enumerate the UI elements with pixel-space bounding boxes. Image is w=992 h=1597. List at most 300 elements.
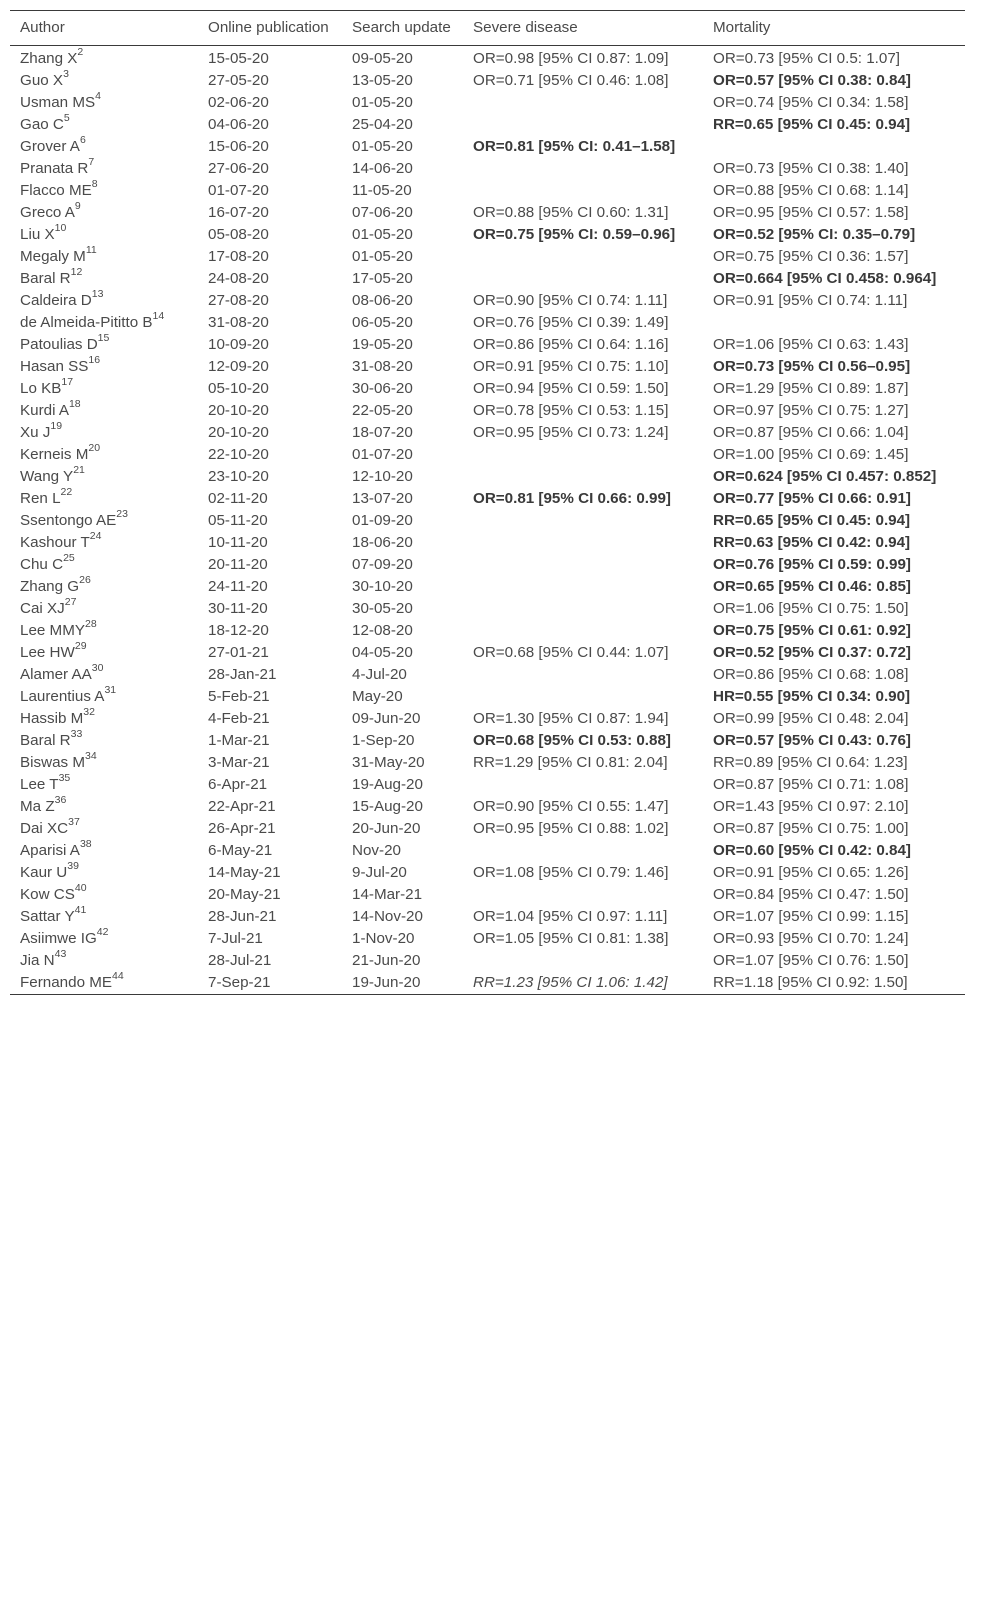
table-row (10, 268, 965, 290)
cell-mortality: OR=1.07 [95% CI 0.99: 1.15] (713, 907, 909, 925)
cell-online-publication: 04-06-20 (208, 115, 269, 133)
cell-search-update: 19-Jun-20 (352, 973, 421, 991)
cell-mortality: OR=0.87 [95% CI 0.71: 1.08] (713, 775, 909, 793)
table-row (10, 246, 965, 268)
cell-online-publication: 10-09-20 (208, 335, 269, 353)
cell-mortality: OR=0.99 [95% CI 0.48: 2.04] (713, 709, 909, 727)
author-name: Ma Z (20, 797, 55, 815)
cell-search-update: 07-09-20 (352, 555, 413, 573)
reference-number: 21 (73, 464, 85, 477)
cell-online-publication: 16-07-20 (208, 203, 269, 221)
cell-search-update: 15-Aug-20 (352, 797, 423, 815)
table-row (10, 444, 965, 466)
cell-mortality: OR=0.87 [95% CI 0.75: 1.00] (713, 819, 909, 837)
cell-search-update: 13-07-20 (352, 489, 413, 507)
author-name: Kerneis M (20, 445, 89, 463)
table-row (10, 950, 965, 972)
cell-search-update: 14-Nov-20 (352, 907, 423, 925)
cell-author (10, 818, 198, 840)
cell-author (10, 510, 198, 532)
author-name: Xu J (20, 423, 51, 441)
table-row (10, 180, 965, 202)
header-mortality: Mortality (713, 19, 771, 36)
author-name: Lee HW (20, 643, 75, 661)
table-row (10, 664, 965, 686)
cell-author (10, 532, 198, 554)
author-name: Greco A (20, 203, 75, 221)
cell-severe-disease (463, 510, 703, 532)
cell-online-publication: 22-Apr-21 (208, 797, 276, 815)
reference-number: 26 (79, 574, 91, 587)
cell-search-update: 17-05-20 (352, 269, 413, 287)
reference-number: 36 (54, 794, 67, 807)
meta-analysis-table (10, 10, 965, 995)
cell-online-publication: 30-11-20 (208, 599, 268, 617)
cell-online-publication: 05-10-20 (208, 379, 269, 397)
cell-severe-disease: RR=1.29 [95% CI 0.81: 2.04] (473, 753, 668, 771)
author-name: Dai XC (20, 819, 69, 837)
cell-search-update: 19-Aug-20 (352, 775, 423, 793)
cell-online-publication: 7-Sep-21 (208, 973, 271, 991)
cell-online-publication: 14-May-21 (208, 863, 281, 881)
table-row (10, 598, 965, 620)
author-name: Megaly M (20, 247, 86, 265)
cell-search-update: 04-05-20 (352, 643, 413, 661)
cell-severe-disease (463, 884, 703, 906)
cell-mortality: OR=1.00 [95% CI 0.69: 1.45] (713, 445, 909, 463)
table-row (10, 686, 965, 708)
cell-severe-disease: OR=0.75 [95% CI: 0.59–0.96] (473, 225, 676, 243)
author-name: Lee MMY (20, 621, 85, 639)
cell-search-update: 30-05-20 (352, 599, 413, 617)
author-name: Baral R (20, 731, 71, 749)
cell-online-publication: 05-11-20 (208, 511, 268, 529)
cell-search-update: 30-06-20 (352, 379, 413, 397)
cell-author (10, 400, 198, 422)
cell-online-publication: 24-11-20 (208, 577, 268, 595)
cell-severe-disease: OR=0.95 [95% CI 0.88: 1.02] (473, 819, 669, 837)
reference-number: 44 (112, 970, 124, 983)
reference-number: 9 (74, 200, 81, 213)
cell-author (10, 598, 198, 620)
author-name: de Almeida-Pititto B (20, 313, 153, 331)
reference-number: 23 (116, 508, 128, 521)
table-header-row (10, 11, 965, 46)
cell-author (10, 774, 198, 796)
table-row (10, 224, 965, 246)
author-name: Pranata R (20, 159, 89, 177)
cell-online-publication: 20-10-20 (208, 401, 269, 419)
cell-severe-disease (463, 774, 703, 796)
reference-number: 39 (67, 860, 79, 873)
cell-mortality: RR=0.65 [95% CI 0.45: 0.94] (713, 115, 911, 133)
reference-number: 38 (79, 838, 92, 851)
cell-severe-disease (463, 180, 703, 202)
table-row (10, 290, 965, 312)
cell-author (10, 114, 198, 136)
cell-online-publication: 28-Jun-21 (208, 907, 277, 925)
cell-author (10, 664, 198, 686)
cell-search-update: 01-05-20 (352, 225, 413, 243)
reference-number: 19 (50, 420, 63, 433)
cell-mortality: OR=0.52 [95% CI 0.37: 0.72] (713, 643, 911, 661)
reference-number: 15 (97, 332, 110, 345)
cell-author (10, 290, 198, 312)
cell-search-update: 13-05-20 (352, 71, 413, 89)
table-row (10, 400, 965, 422)
cell-author (10, 488, 198, 510)
reference-number: 27 (64, 596, 77, 609)
reference-number: 41 (74, 904, 87, 917)
cell-online-publication: 02-11-20 (208, 489, 268, 507)
reference-number: 35 (58, 772, 71, 785)
cell-severe-disease (463, 246, 703, 268)
cell-mortality: OR=0.87 [95% CI 0.66: 1.04] (713, 423, 909, 441)
table-row (10, 752, 965, 774)
table-row (10, 70, 965, 92)
table-row (10, 356, 965, 378)
cell-severe-disease: OR=1.04 [95% CI 0.97: 1.11] (473, 907, 668, 925)
cell-severe-disease: OR=1.08 [95% CI 0.79: 1.46] (473, 863, 669, 881)
reference-number: 31 (104, 684, 117, 697)
cell-search-update: 12-10-20 (352, 467, 413, 485)
author-name: Grover A (20, 137, 80, 155)
reference-number: 10 (54, 222, 67, 235)
cell-severe-disease: OR=0.98 [95% CI 0.87: 1.09] (473, 49, 669, 67)
cell-severe-disease (463, 840, 703, 862)
table-row (10, 532, 965, 554)
cell-search-update: 08-06-20 (352, 291, 413, 309)
reference-number: 34 (84, 750, 97, 763)
cell-severe-disease: OR=0.86 [95% CI 0.64: 1.16] (473, 335, 669, 353)
reference-number: 3 (63, 68, 69, 81)
cell-online-publication: 27-05-20 (208, 71, 269, 89)
cell-online-publication: 5-Feb-21 (208, 687, 270, 705)
cell-search-update: 09-05-20 (352, 49, 413, 67)
cell-mortality: OR=0.624 [95% CI 0.457: 0.852] (713, 467, 937, 485)
author-name: Sattar Y (20, 907, 75, 925)
cell-author (10, 356, 198, 378)
cell-search-update: 20-Jun-20 (352, 819, 421, 837)
cell-search-update: 21-Jun-20 (352, 951, 421, 969)
cell-severe-disease (463, 268, 703, 290)
cell-online-publication: 27-06-20 (208, 159, 269, 177)
table-body (10, 45, 965, 994)
cell-severe-disease: OR=1.30 [95% CI 0.87: 1.94] (473, 709, 669, 727)
cell-author (10, 928, 198, 950)
author-name: Zhang G (20, 577, 80, 595)
cell-search-update: 11-05-20 (352, 181, 412, 199)
reference-number: 14 (152, 310, 165, 323)
cell-severe-disease (463, 554, 703, 576)
author-name: Baral R (20, 269, 71, 287)
cell-online-publication: 20-11-20 (208, 555, 268, 573)
author-name: Cai XJ (20, 599, 65, 617)
reference-number: 24 (89, 530, 102, 543)
author-name: Fernando ME (20, 973, 113, 991)
reference-number: 20 (88, 442, 101, 455)
cell-author (10, 840, 198, 862)
header-online-publication: Online publication (208, 19, 329, 36)
reference-number: 43 (54, 948, 67, 961)
reference-number: 6 (79, 134, 86, 147)
table-row (10, 730, 965, 752)
cell-search-update: 30-10-20 (352, 577, 413, 595)
cell-online-publication: 20-May-21 (208, 885, 281, 903)
table-row (10, 576, 965, 598)
cell-author (10, 268, 198, 290)
cell-author (10, 730, 198, 752)
cell-search-update: 1-Sep-20 (352, 731, 415, 749)
author-name: Flacco ME (20, 181, 92, 199)
author-name: Aparisi A (20, 841, 80, 859)
author-name: Chu C (20, 555, 64, 573)
cell-search-update: 12-08-20 (352, 621, 413, 639)
cell-mortality: OR=1.06 [95% CI 0.75: 1.50] (713, 599, 909, 617)
reference-number: 33 (70, 728, 83, 741)
cell-online-publication: 10-11-20 (208, 533, 268, 551)
author-name: Kaur U (20, 863, 68, 881)
table-row (10, 378, 965, 400)
cell-mortality: RR=0.65 [95% CI 0.45: 0.94] (713, 511, 911, 529)
cell-online-publication: 17-08-20 (208, 247, 269, 265)
author-name: Usman MS (20, 93, 96, 111)
table-row (10, 488, 965, 510)
table-row (10, 158, 965, 180)
cell-mortality: OR=0.73 [95% CI 0.5: 1.07] (713, 49, 901, 67)
cell-online-publication: 6-Apr-21 (208, 775, 268, 793)
reference-number: 13 (91, 288, 104, 301)
cell-author (10, 686, 198, 708)
cell-severe-disease (463, 466, 703, 488)
cell-mortality: OR=1.29 [95% CI 0.89: 1.87] (713, 379, 909, 397)
cell-mortality: HR=0.55 [95% CI 0.34: 0.90] (713, 687, 911, 705)
cell-online-publication: 12-09-20 (208, 357, 269, 375)
reference-number: 28 (85, 618, 97, 631)
author-name: Kurdi A (20, 401, 69, 419)
cell-severe-disease (463, 532, 703, 554)
author-name: Lee T (20, 775, 59, 793)
author-name: Wang Y (20, 467, 74, 485)
table-row (10, 554, 965, 576)
cell-mortality: OR=0.86 [95% CI 0.68: 1.08] (713, 665, 909, 683)
author-name: Gao C (20, 115, 64, 133)
cell-mortality: OR=0.77 [95% CI 0.66: 0.91] (713, 489, 911, 507)
reference-number: 17 (61, 376, 74, 389)
author-name: Guo X (20, 71, 64, 89)
reference-number: 42 (96, 926, 109, 939)
cell-severe-disease: OR=0.90 [95% CI 0.55: 1.47] (473, 797, 669, 815)
table-row (10, 708, 965, 730)
cell-online-publication: 1-Mar-21 (208, 731, 270, 749)
cell-author (10, 158, 198, 180)
table-row (10, 45, 965, 70)
cell-online-publication: 4-Feb-21 (208, 709, 270, 727)
cell-severe-disease (463, 92, 703, 114)
reference-number: 2 (77, 46, 84, 59)
cell-severe-disease: OR=0.81 [95% CI: 0.41–1.58] (473, 137, 676, 155)
cell-author (10, 554, 198, 576)
cell-mortality: OR=0.52 [95% CI: 0.35–0.79] (713, 225, 916, 243)
cell-severe-disease: OR=0.95 [95% CI 0.73: 1.24] (473, 423, 669, 441)
table-row (10, 312, 965, 334)
cell-mortality: OR=0.73 [95% CI 0.38: 1.40] (713, 159, 909, 177)
reference-number: 12 (70, 266, 83, 279)
cell-mortality: OR=0.88 [95% CI 0.68: 1.14] (713, 181, 909, 199)
table-row (10, 972, 965, 995)
author-name: Laurentius A (20, 687, 105, 705)
cell-online-publication: 02-06-20 (208, 93, 269, 111)
cell-author (10, 752, 198, 774)
cell-author (10, 136, 198, 158)
table-row (10, 774, 965, 796)
cell-mortality: RR=0.89 [95% CI 0.64: 1.23] (713, 753, 908, 771)
cell-online-publication: 15-06-20 (208, 137, 269, 155)
cell-search-update: May-20 (352, 687, 403, 705)
cell-mortality: OR=0.76 [95% CI 0.59: 0.99] (713, 555, 911, 573)
author-name: Asiimwe IG (20, 929, 97, 947)
author-name: Ssentongo AE (20, 511, 117, 529)
cell-online-publication: 05-08-20 (208, 225, 269, 243)
author-name: Hasan SS (20, 357, 89, 375)
cell-mortality: OR=0.75 [95% CI 0.36: 1.57] (713, 247, 909, 265)
author-name: Hassib M (20, 709, 84, 727)
cell-author (10, 576, 198, 598)
table-row (10, 136, 965, 158)
cell-author (10, 862, 198, 884)
cell-severe-disease (463, 576, 703, 598)
table-row (10, 840, 965, 862)
author-name: Kashour T (20, 533, 90, 551)
reference-number: 11 (85, 244, 97, 257)
author-name: Biswas M (20, 753, 85, 771)
cell-severe-disease (463, 950, 703, 972)
cell-severe-disease (463, 620, 703, 642)
author-name: Alamer AA (20, 665, 92, 683)
cell-severe-disease (463, 444, 703, 466)
header-severe-disease: Severe disease (473, 19, 578, 36)
cell-author (10, 620, 198, 642)
cell-mortality: OR=0.57 [95% CI 0.38: 0.84] (713, 71, 911, 89)
cell-search-update: 31-May-20 (352, 753, 425, 771)
table-row (10, 862, 965, 884)
table-row (10, 620, 965, 642)
author-name: Lo KB (20, 379, 62, 397)
cell-author (10, 642, 198, 664)
reference-number: 22 (60, 486, 73, 499)
cell-author (10, 950, 198, 972)
reference-number: 40 (74, 882, 87, 895)
cell-online-publication: 26-Apr-21 (208, 819, 276, 837)
cell-severe-disease: OR=0.94 [95% CI 0.59: 1.50] (473, 379, 669, 397)
cell-mortality: OR=0.97 [95% CI 0.75: 1.27] (713, 401, 909, 419)
cell-mortality: OR=0.91 [95% CI 0.74: 1.11] (713, 291, 908, 309)
cell-severe-disease: OR=0.91 [95% CI 0.75: 1.10] (473, 357, 669, 375)
table-row (10, 92, 965, 114)
table-row (10, 642, 965, 664)
cell-online-publication: 27-01-21 (208, 643, 269, 661)
cell-online-publication: 28-Jan-21 (208, 665, 277, 683)
cell-online-publication: 31-08-20 (208, 313, 269, 331)
author-name: Jia N (20, 951, 55, 969)
cell-mortality: OR=0.57 [95% CI 0.43: 0.76] (713, 731, 911, 749)
cell-author (10, 180, 198, 202)
table-row (10, 466, 965, 488)
cell-mortality: OR=1.43 [95% CI 0.97: 2.10] (713, 797, 909, 815)
cell-author (10, 422, 198, 444)
cell-author (10, 444, 198, 466)
cell-online-publication: 27-08-20 (208, 291, 269, 309)
cell-mortality: OR=0.73 [95% CI 0.56–0.95] (713, 357, 911, 375)
cell-search-update: 01-05-20 (352, 93, 413, 111)
reference-number: 5 (63, 112, 70, 125)
cell-mortality (703, 136, 965, 158)
cell-search-update: 31-08-20 (352, 357, 413, 375)
reference-number: 4 (95, 90, 101, 103)
cell-online-publication: 22-10-20 (208, 445, 269, 463)
cell-search-update: 01-07-20 (352, 445, 413, 463)
header-author: Author (20, 19, 65, 36)
table-row (10, 422, 965, 444)
cell-mortality: OR=0.74 [95% CI 0.34: 1.58] (713, 93, 909, 111)
cell-online-publication: 01-07-20 (208, 181, 269, 199)
table-row (10, 906, 965, 928)
cell-mortality: OR=0.95 [95% CI 0.57: 1.58] (713, 203, 909, 221)
author-name: Kow CS (20, 885, 75, 903)
cell-search-update: 18-06-20 (352, 533, 413, 551)
cell-online-publication: 7-Jul-21 (208, 929, 263, 947)
cell-mortality: OR=1.07 [95% CI 0.76: 1.50] (713, 951, 909, 969)
cell-search-update: 06-05-20 (352, 313, 413, 331)
cell-mortality: OR=0.84 [95% CI 0.47: 1.50] (713, 885, 909, 903)
cell-author (10, 466, 198, 488)
cell-mortality: RR=0.63 [95% CI 0.42: 0.94] (713, 533, 911, 551)
table-row (10, 334, 965, 356)
cell-severe-disease: OR=0.81 [95% CI 0.66: 0.99] (473, 489, 671, 507)
cell-search-update: 01-05-20 (352, 247, 413, 265)
cell-search-update: 19-05-20 (352, 335, 413, 353)
reference-number: 8 (91, 178, 98, 191)
cell-online-publication: 20-10-20 (208, 423, 269, 441)
cell-online-publication: 24-08-20 (208, 269, 269, 287)
author-name: Patoulias D (20, 335, 98, 353)
author-name: Caldeira D (20, 291, 92, 309)
cell-search-update: 18-07-20 (352, 423, 413, 441)
cell-online-publication: 18-12-20 (208, 621, 269, 639)
cell-author (10, 972, 198, 995)
reference-number: 7 (88, 156, 95, 169)
table-row (10, 796, 965, 818)
reference-number: 18 (68, 398, 81, 411)
cell-online-publication: 15-05-20 (208, 49, 269, 67)
cell-mortality: OR=0.65 [95% CI 0.46: 0.85] (713, 577, 911, 595)
cell-search-update: 09-Jun-20 (352, 709, 421, 727)
cell-severe-disease (463, 686, 703, 708)
table-row (10, 202, 965, 224)
cell-search-update: 01-05-20 (352, 137, 413, 155)
cell-severe-disease: OR=0.76 [95% CI 0.39: 1.49] (473, 313, 669, 331)
cell-mortality: OR=0.93 [95% CI 0.70: 1.24] (713, 929, 909, 947)
table-row (10, 928, 965, 950)
cell-author (10, 224, 198, 246)
cell-online-publication: 6-May-21 (208, 841, 273, 859)
cell-online-publication: 28-Jul-21 (208, 951, 272, 969)
table-row (10, 884, 965, 906)
cell-severe-disease (463, 114, 703, 136)
cell-search-update: Nov-20 (352, 841, 401, 859)
table-row (10, 818, 965, 840)
table-row (10, 510, 965, 532)
